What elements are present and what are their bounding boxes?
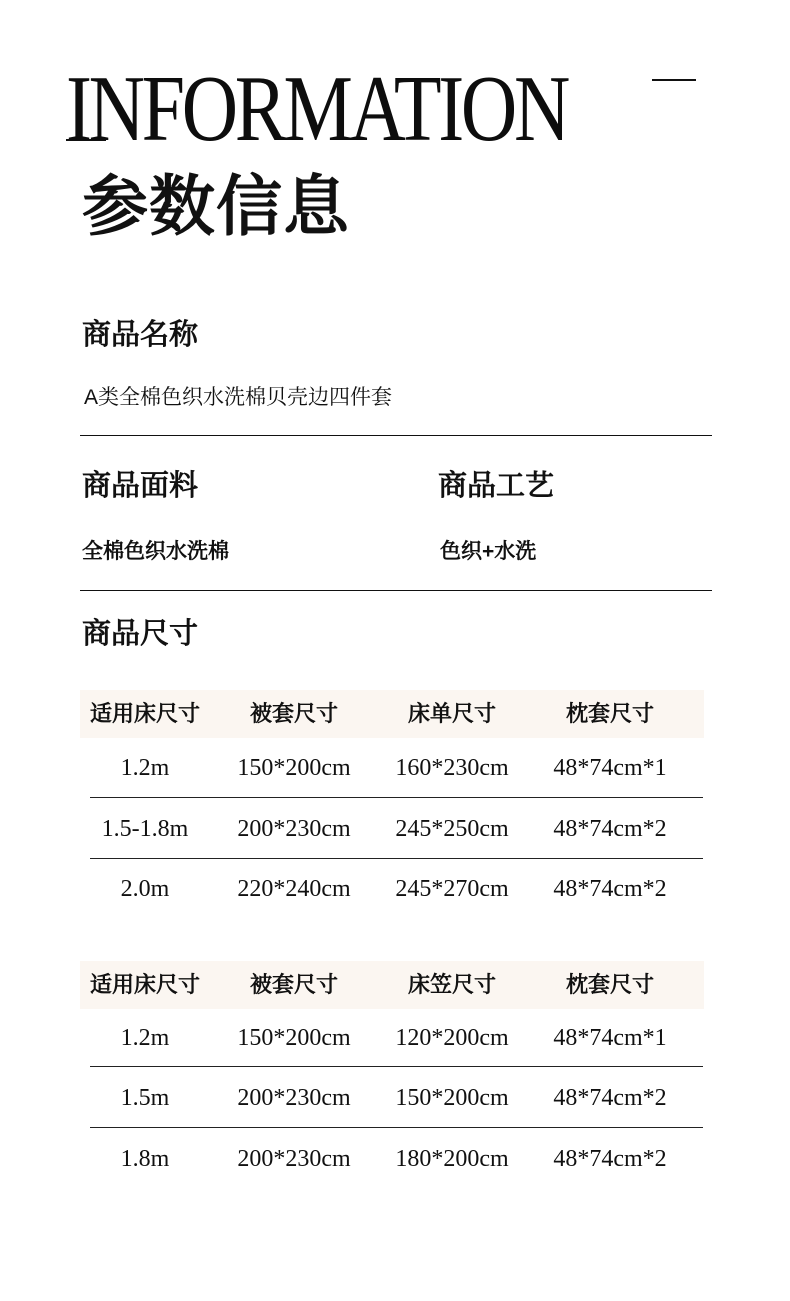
size-table-2 [80, 961, 704, 1190]
table-cell: 1.2m [120, 1025, 170, 1051]
table-cell: 150*200cm [237, 1025, 351, 1051]
table-cell: 1.2m [120, 755, 170, 781]
table-row [80, 859, 704, 919]
size-table-1 [80, 690, 704, 919]
product-name-label: 商品名称 [82, 319, 199, 351]
table-cell: 1.8m [120, 1146, 170, 1172]
page-title-cn: 参数信息 [82, 169, 350, 243]
table-row [80, 1009, 704, 1067]
table-cell: 1.5-1.8m [101, 815, 189, 842]
table-header [80, 690, 704, 738]
header-cell: 床笠尺寸 [407, 972, 496, 997]
header-cell: 适用床尺寸 [89, 972, 200, 997]
header-cell: 床单尺寸 [407, 701, 496, 726]
table-row [80, 1067, 704, 1128]
header-cell: 枕套尺寸 [565, 701, 654, 726]
fabric-value: 全棉色织水洗棉 [82, 540, 229, 563]
table-cell: 48*74cm*2 [553, 815, 667, 842]
header-cell: 适用床尺寸 [89, 701, 200, 726]
table-cell: 48*74cm*1 [553, 1025, 667, 1051]
table-cell: 220*240cm [237, 876, 351, 902]
header-cell: 枕套尺寸 [565, 972, 654, 997]
craft-value: 色织+水洗 [440, 540, 537, 563]
table-cell: 245*250cm [395, 815, 509, 842]
table-cell: 1.5m [120, 1084, 170, 1111]
table-cell: 180*200cm [395, 1146, 509, 1172]
table-cell: 245*270cm [395, 876, 509, 902]
page-title-en: INFORMATION [66, 57, 567, 161]
header-cell: 被套尺寸 [249, 701, 338, 726]
title-rule-right [652, 79, 696, 81]
table-cell: 48*74cm*2 [553, 1146, 667, 1172]
table-cell: 120*200cm [395, 1025, 509, 1051]
table-cell: 150*200cm [395, 1084, 509, 1111]
divider [80, 435, 712, 436]
table-cell: 160*230cm [395, 755, 509, 781]
table-row [80, 1128, 704, 1190]
table-cell: 200*230cm [237, 1084, 351, 1111]
fabric-label: 商品面料 [82, 470, 199, 502]
table-cell: 200*230cm [237, 1146, 351, 1172]
product-name-value: A类全棉色织水洗棉贝壳边四件套 [84, 386, 393, 409]
header-cell: 被套尺寸 [249, 972, 338, 997]
table-cell: 200*230cm [237, 815, 351, 842]
craft-label: 商品工艺 [438, 470, 555, 502]
table-cell: 48*74cm*2 [553, 1084, 667, 1111]
table-header [80, 961, 704, 1009]
size-label: 商品尺寸 [82, 618, 199, 650]
table-cell: 150*200cm [237, 755, 351, 781]
divider [80, 590, 712, 591]
table-row [80, 798, 704, 859]
table-cell: 2.0m [120, 876, 170, 902]
table-cell: 48*74cm*1 [553, 755, 667, 781]
table-row [80, 738, 704, 798]
table-cell: 48*74cm*2 [553, 876, 667, 902]
